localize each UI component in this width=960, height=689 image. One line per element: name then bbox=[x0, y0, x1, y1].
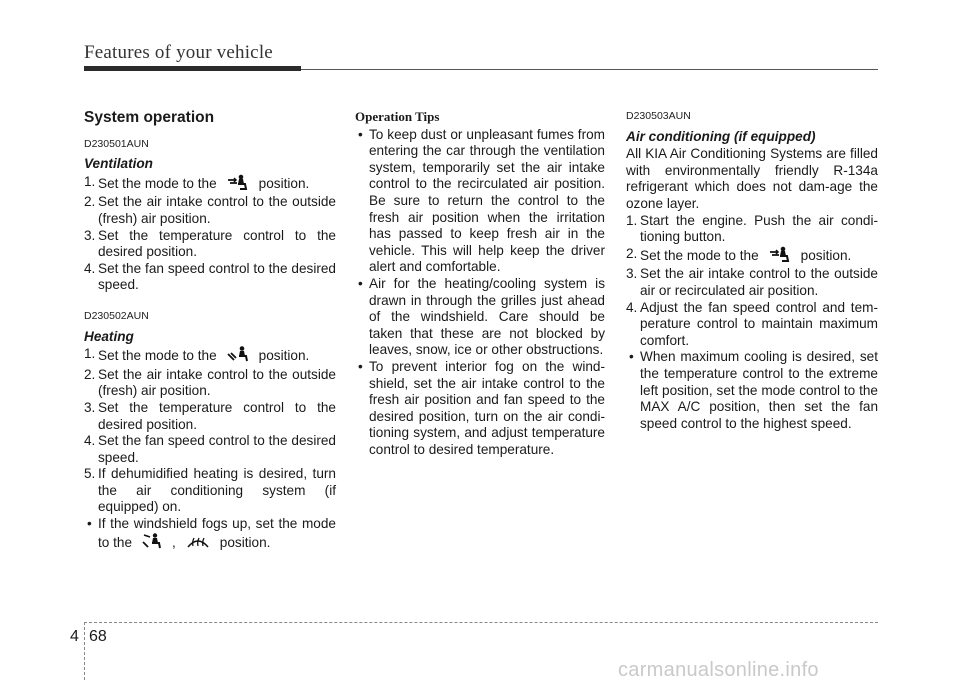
windshield-defrost-icon bbox=[186, 533, 210, 554]
footer-separator bbox=[84, 622, 85, 680]
vent-step: 3. Set the temperature control to the desired position. bbox=[84, 227, 336, 260]
vent-step: 4. Set the fan speed control to the desired speed. bbox=[84, 260, 336, 293]
heat-step: 2. Set the air intake control to the outside (fresh) air position. bbox=[84, 366, 336, 399]
page-number: 68 bbox=[89, 628, 107, 645]
face-vent-mode-icon bbox=[227, 174, 249, 195]
ac-step: 3. Set the air intake control to the outside air or recirculated air position. bbox=[626, 266, 878, 298]
footer-rule bbox=[84, 622, 878, 623]
heat-step: 1. Set the mode to the position. bbox=[84, 346, 336, 367]
header-bar bbox=[84, 66, 301, 71]
header-rule bbox=[301, 69, 878, 70]
tip-item: • Air for the heating/cooling system is drawn in through the grilles just ahead of the windshield. Care should be taken that these are not blocked by leaves, snow, ice or other obstructions. bbox=[358, 275, 605, 358]
ac-step: 4. Adjust the fan speed control and tem-perature control to maintain maximum comfort. bbox=[626, 299, 878, 348]
tips-heading: Operation Tips bbox=[355, 109, 440, 124]
floor-defrost-mode-icon bbox=[142, 533, 162, 554]
page-header-title: Features of your vehicle bbox=[84, 42, 273, 63]
heat-step: 5. If dehumidified heating is desired, turn the air conditioning system (if equipped) on. bbox=[84, 466, 336, 515]
section-code: D230503AUN bbox=[626, 110, 691, 122]
section-code: D230501AUN bbox=[84, 137, 149, 150]
column-system-operation bbox=[84, 108, 336, 553]
tip-item: • To prevent interior fog on the wind-shield, set the air intake control to the fresh air position and fan speed to the desired position, turn on the air condi-tioning system, and adjust temperature control to desired temperature. bbox=[358, 358, 605, 457]
column-air-conditioning bbox=[626, 108, 878, 432]
vent-step: 2. Set the air intake control to the outside (fresh) air position. bbox=[84, 194, 336, 226]
vent-step: 1. Set the mode to the position. bbox=[84, 174, 336, 195]
subheading-air-conditioning: Air conditioning (if equipped) bbox=[626, 128, 816, 144]
ac-step: 1. Start the engine. Push the air condi-tioning button. bbox=[626, 212, 878, 245]
fog-note: • If the windshield fogs up, set the mode to the , position. bbox=[84, 516, 336, 553]
tip-item: • To keep dust or unpleasant fumes from entering the car through the ventilation system, temporarily set the air intake control to the recirculated air position. Be sure to return the control to the fresh air position when the irritation has passed to keep fresh air in the vehicle. This will help keep the driver alert and comfortable. bbox=[358, 126, 605, 275]
chapter-number: 4 bbox=[70, 628, 79, 645]
floor-vent-mode-icon bbox=[227, 346, 249, 367]
section-heading: System operation bbox=[84, 109, 215, 126]
ac-intro: All KIA Air Conditioning Systems are filled with environmentally friendly R-134a refrigerant which does not dam-age the ozone layer. bbox=[626, 146, 878, 211]
heat-step: 3. Set the temperature control to the desired position. bbox=[84, 399, 336, 432]
column-operation-tips bbox=[355, 108, 605, 458]
watermark: carmanualsonline.info bbox=[618, 659, 819, 681]
subheading-heating: Heating bbox=[84, 328, 134, 344]
heat-step: 4. Set the fan speed control to the desired speed. bbox=[84, 433, 336, 465]
face-vent-mode-icon bbox=[769, 246, 791, 267]
section-code: D230502AUN bbox=[84, 309, 149, 322]
subheading-ventilation: Ventilation bbox=[84, 156, 153, 172]
ac-step: 2. Set the mode to the position. bbox=[626, 246, 878, 267]
ac-note: • When maximum cooling is desired, set the temperature control to the extreme left position, set the mode control to the MAX A/C position, then set the fan speed control to the highest speed. bbox=[629, 349, 878, 431]
